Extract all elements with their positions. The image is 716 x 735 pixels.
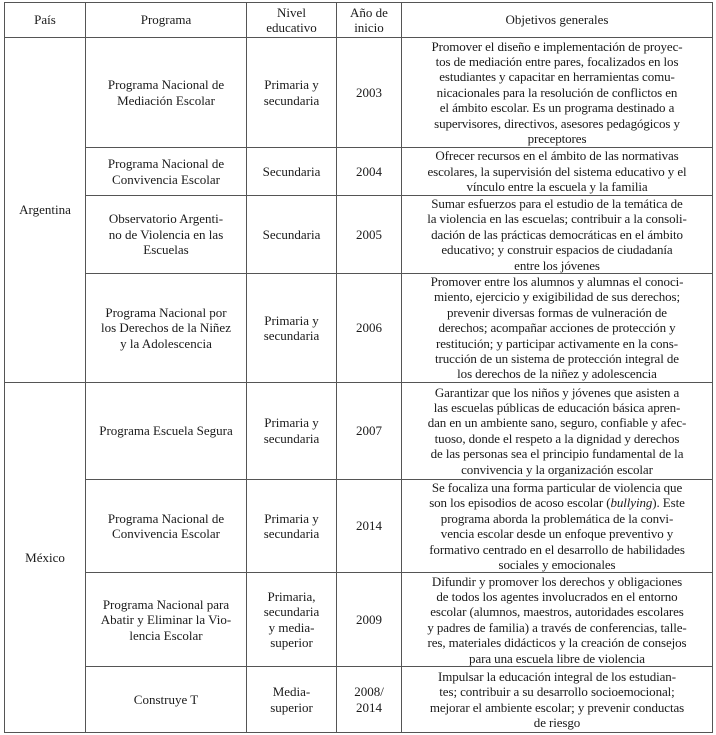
year-cell: 2009: [337, 573, 402, 667]
level-cell: Primaria y secundaria: [247, 382, 337, 479]
year-cell: 2007: [337, 382, 402, 479]
table-row: [5, 148, 713, 196]
table-row: [5, 573, 713, 667]
objectives-cell: Ofrecer recursos en el ámbito de las normativas escolares, la supervisión del sistema educativo y el vínculo entre la escuela y la familia: [402, 148, 713, 196]
program-cell: Programa Nacional de Convivencia Escolar: [86, 479, 247, 572]
objectives-cell: Promover el diseño e implementación de proyec- tos de mediación entre pares, focalizados en los estudiantes y capacitar en herramientas comu- nicacionales para la resolución de conflictos en el ámbito escolar. Es un programa destinado a supervisores, directivos, asesores pedagógicos y preceptores: [402, 38, 713, 148]
program-cell: Programa Escuela Segura: [86, 382, 247, 479]
header-objectives: Objetivos generales: [402, 3, 713, 38]
program-cell: Programa Nacional por los Derechos de la Niñez y la Adolescencia: [86, 274, 247, 383]
country-cell: Argentina: [5, 38, 86, 383]
header-country: País: [5, 3, 86, 38]
objectives-cell: Se focaliza una forma particular de violencia que son los episodios de acoso escolar (bullying). Este programa aborda la problemática de la convi- vencia escolar desde un enfoque preventivo y formativo centrado en el desarrollo de habilidades sociales y emocionales: [402, 479, 713, 572]
header-row: [5, 3, 713, 38]
year-cell: 2006: [337, 274, 402, 383]
level-cell: Media- superior: [247, 667, 337, 733]
year-cell: 2008/ 2014: [337, 667, 402, 733]
table-row: [5, 196, 713, 274]
country-cell: México: [5, 382, 86, 732]
table-row: [5, 667, 713, 733]
table-row: [5, 38, 713, 148]
programs-table: [4, 2, 713, 733]
objectives-cell: Sumar esfuerzos para el estudio de la temática de la violencia en las escuelas; contribuir a la consoli- dación de las prácticas democráticas en el ámbito educativo; y construir espacios de ciudadanía entre los jóvenes: [402, 196, 713, 274]
program-cell: Programa Nacional para Abatir y Eliminar la Vio- lencia Escolar: [86, 573, 247, 667]
objectives-cell: Impulsar la educación integral de los estudian- tes; contribuir a su desarrollo socioemocional; mejorar el ambiente escolar; y prevenir conductas de riesgo: [402, 667, 713, 733]
level-cell: Primaria y secundaria: [247, 479, 337, 572]
year-cell: 2004: [337, 148, 402, 196]
table-row: [5, 479, 713, 572]
header-level: Nivel educativo: [247, 3, 337, 38]
program-cell: Programa Nacional de Convivencia Escolar: [86, 148, 247, 196]
program-cell: Construye T: [86, 667, 247, 733]
objectives-cell: Garantizar que los niños y jóvenes que asisten a las escuelas públicas de educación básica apren- dan en un ambiente sano, seguro, confiable y afec- tuoso, donde el respeto a la dignidad y derechos de las personas sea el principio fundamental de la convivencia y la organización escolar: [402, 382, 713, 479]
level-cell: Secundaria: [247, 148, 337, 196]
year-cell: 2014: [337, 479, 402, 572]
header-program: Programa: [86, 3, 247, 38]
year-cell: 2005: [337, 196, 402, 274]
level-cell: Primaria y secundaria: [247, 274, 337, 383]
program-cell: Programa Nacional de Mediación Escolar: [86, 38, 247, 148]
objectives-cell: Difundir y promover los derechos y obligaciones de todos los agentes involucrados en el entorno escolar (alumnos, maestros, autoridades escolares y padres de familia) a través de conferencias, talle- res, materiales didácticos y la creación de consejos para una escuela libre de violencia: [402, 573, 713, 667]
header-year: Año de inicio: [337, 3, 402, 38]
table-row: [5, 274, 713, 383]
program-cell: Observatorio Argenti- no de Violencia en las Escuelas: [86, 196, 247, 274]
level-cell: Primaria, secundaria y media- superior: [247, 573, 337, 667]
year-cell: 2003: [337, 38, 402, 148]
table-row: [5, 382, 713, 479]
level-cell: Primaria y secundaria: [247, 38, 337, 148]
objectives-cell: Promover entre los alumnos y alumnas el conoci- miento, ejercicio y exigibilidad de sus derechos; prevenir diversas formas de vulneración de derechos; acompañar acciones de protección y restitución; y participar activamente en la cons- trucción de un sistema de protección integral de los derechos de la niñez y adolescencia: [402, 274, 713, 383]
level-cell: Secundaria: [247, 196, 337, 274]
italic-term: bullying: [610, 495, 653, 511]
